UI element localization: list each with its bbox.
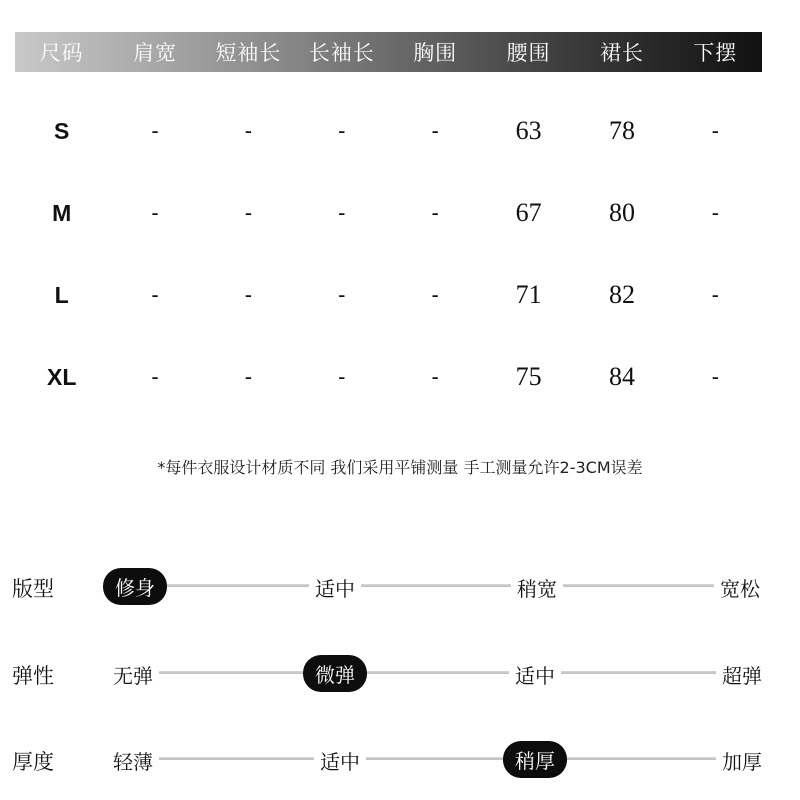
short-sleeve-cell: -	[244, 282, 253, 307]
attribute-label: 版型	[12, 577, 54, 601]
attribute-thickness	[0, 738, 800, 778]
scale-option: 适中	[314, 744, 366, 777]
short-sleeve-cell: -	[244, 118, 253, 143]
header-waist: 腰围	[506, 41, 551, 65]
header-shoulder: 肩宽	[133, 41, 178, 65]
waist-cell: 67	[515, 198, 542, 227]
header-skirt-length: 裙长	[599, 41, 644, 65]
selected-option-pill: 微弹	[303, 655, 367, 692]
size-table-body	[15, 90, 762, 418]
attribute-fit	[0, 565, 800, 605]
skirt-length-cell: 82	[608, 280, 635, 309]
attribute-label: 弹性	[12, 664, 54, 688]
table-row	[15, 254, 762, 336]
size-cell: S	[54, 117, 70, 144]
table-row	[15, 90, 762, 172]
header-short-sleeve: 短袖长	[215, 41, 282, 65]
long-sleeve-cell: -	[338, 282, 346, 307]
hem-cell: -	[711, 364, 719, 389]
long-sleeve-cell: -	[338, 118, 346, 143]
selected-option-pill: 修身	[103, 568, 167, 605]
measurement-note: *每件衣服设计材质不同 我们采用平铺测量 手工测量允许2-3CM误差	[157, 458, 643, 477]
long-sleeve-cell: -	[338, 364, 346, 389]
scale-option: 宽松	[714, 571, 766, 604]
shoulder-cell: -	[151, 200, 159, 225]
scale-option: 适中	[509, 658, 561, 691]
long-sleeve-cell: -	[338, 200, 346, 225]
scale-option: 适中	[309, 571, 361, 604]
scale-option: 稍宽	[511, 571, 563, 604]
table-row	[15, 172, 762, 254]
skirt-length-cell: 84	[608, 362, 635, 391]
scale-option: 超弹	[716, 658, 768, 691]
chest-cell: -	[431, 118, 439, 143]
attribute-elasticity	[0, 652, 800, 692]
skirt-length-cell: 78	[608, 116, 635, 145]
waist-cell: 71	[515, 280, 542, 309]
scale-option: 无弹	[107, 658, 159, 691]
waist-cell: 75	[515, 362, 542, 391]
size-cell: M	[52, 199, 72, 226]
header-long-sleeve: 长袖长	[308, 41, 375, 65]
chest-cell: -	[431, 200, 439, 225]
hem-cell: -	[711, 200, 719, 225]
scale-option: 轻薄	[107, 744, 159, 777]
header-chest: 胸围	[413, 41, 458, 65]
scale-track	[135, 671, 760, 674]
shoulder-cell: -	[151, 118, 159, 143]
size-cell: XL	[46, 363, 77, 390]
hem-cell: -	[711, 282, 719, 307]
skirt-length-cell: 80	[608, 198, 635, 227]
scale-track	[135, 584, 760, 587]
scale-track	[135, 757, 760, 760]
table-row	[15, 336, 762, 418]
size-cell: L	[54, 281, 69, 308]
header-hem: 下摆	[693, 41, 738, 65]
chest-cell: -	[431, 282, 439, 307]
short-sleeve-cell: -	[244, 364, 253, 389]
selected-option-pill: 稍厚	[503, 741, 567, 778]
size-table-header	[15, 32, 762, 72]
shoulder-cell: -	[151, 282, 159, 307]
header-size: 尺码	[39, 41, 84, 65]
waist-cell: 63	[515, 116, 542, 145]
shoulder-cell: -	[151, 364, 159, 389]
attribute-label: 厚度	[12, 750, 54, 774]
hem-cell: -	[711, 118, 719, 143]
short-sleeve-cell: -	[244, 200, 253, 225]
chest-cell: -	[431, 364, 439, 389]
scale-option: 加厚	[716, 744, 768, 777]
